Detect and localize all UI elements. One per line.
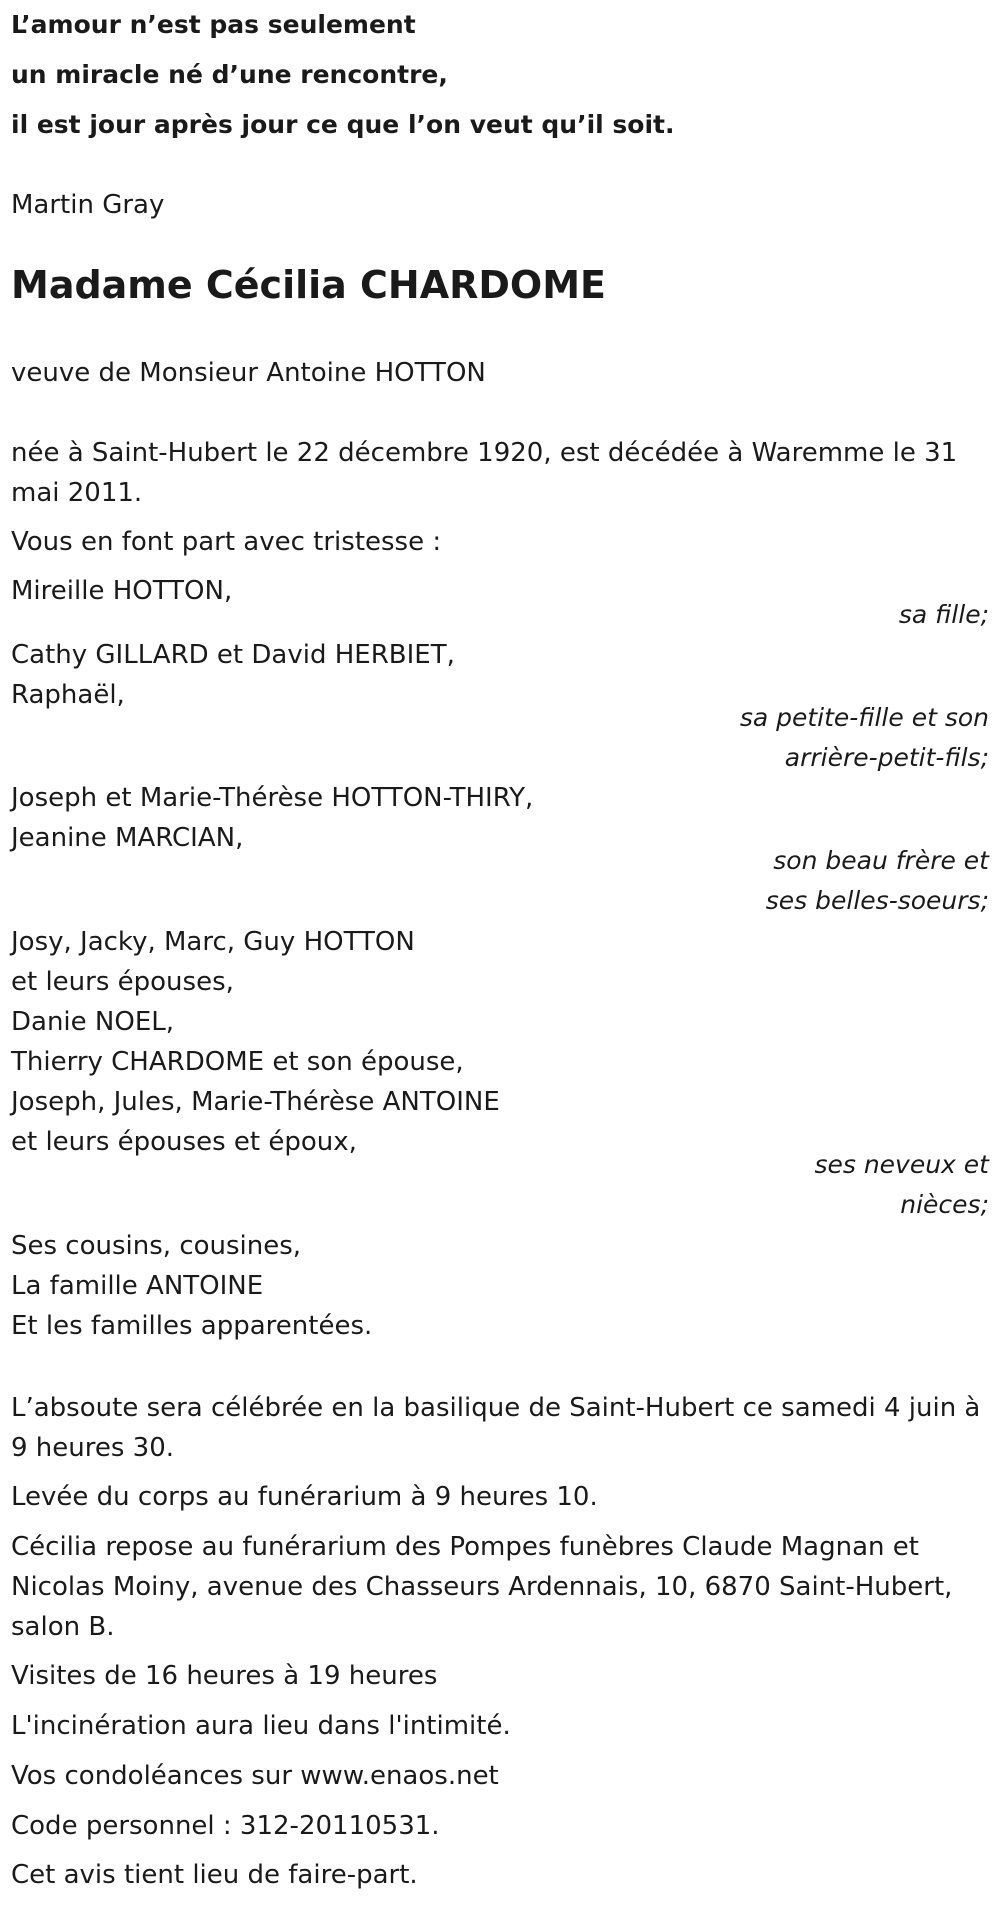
levee-info: Levée du corps au funérarium à 9 heures 10. [11,1482,598,1512]
quote [11,0,989,150]
family-name-line: Mireille HOTTON, [11,576,233,606]
repose-info: Cécilia repose au funérarium des Pompes funèbres Claude Magnan et Nicolas Moiny, avenue des Chasseurs Ardennais, 10, 6870 Saint-Hubert, salon B. [11,1532,953,1642]
family-role-line: ses neveux et [814,1150,989,1179]
family-role-line: sa fille; [898,600,989,629]
incineration-info: L'incinération aura lieu dans l'intimité. [11,1711,511,1741]
family-name-line: Cathy GILLARD et David HERBIET, [11,640,455,670]
quote-line: il est jour après jour ce que l’on veut qu’il soit. [11,110,675,139]
family-names [11,1226,989,1346]
family-role [766,841,989,921]
family-role-line: nièces; [900,1190,989,1219]
code-info: Code personnel : 312-20110531. [11,1811,440,1841]
family-name-line: et leurs épouses, [11,967,234,997]
family-role [814,1145,989,1225]
family-role [899,595,989,635]
family-names [11,922,989,1162]
spouse-line: veuve de Monsieur Antoine HOTTON [11,358,486,388]
family-name-line: Ses cousins, cousines, [11,1231,302,1261]
family-name-line: Et les familles apparentées. [11,1311,373,1341]
family-role-line: sa petite-fille et son [739,703,989,732]
family-role-line: son beau frère et [773,846,989,875]
family-name-line: Thierry CHARDOME et son épouse, [11,1047,464,1077]
quote-author: Martin Gray [11,190,165,220]
quote-line: un miracle né d’une rencontre, [11,60,448,89]
family-role-line: arrière-petit-fils; [784,743,989,772]
condoleances-info: Vos condoléances sur www.enaos.net [11,1761,499,1791]
absoute-info: L’absoute sera célébrée en la basilique de Saint-Hubert ce samedi 4 juin à 9 heures 30. [11,1393,981,1463]
family-name-line: Danie NOEL, [11,1007,175,1037]
family-name-line: Joseph, Jules, Marie-Thérèse ANTOINE [11,1087,500,1117]
family-name-line: Jeanine MARCIAN, [11,823,244,853]
family-role-line: ses belles-soeurs; [765,886,989,915]
family-role [740,698,989,778]
deceased-name: Madame Cécilia CHARDOME [11,263,607,307]
quote-line: L’amour n’est pas seulement [11,10,416,39]
family-name-line: Josy, Jacky, Marc, Guy HOTTON [11,927,415,957]
visites-info: Visites de 16 heures à 19 heures [11,1661,438,1691]
family-name-line: et leurs épouses et époux, [11,1127,357,1157]
family-name-line: Joseph et Marie-Thérèse HOTTON-THIRY, [11,783,534,813]
announcement: Vous en font part avec tristesse : [11,527,442,557]
faire-part-info: Cet avis tient lieu de faire-part. [11,1860,418,1890]
family-name-line: Raphaël, [11,680,125,710]
family-name-line: La famille ANTOINE [11,1271,264,1301]
family-names [11,571,989,611]
birth-death-dates: née à Saint-Hubert le 22 décembre 1920, est décédée à Waremme le 31 mai 2011. [11,438,958,508]
